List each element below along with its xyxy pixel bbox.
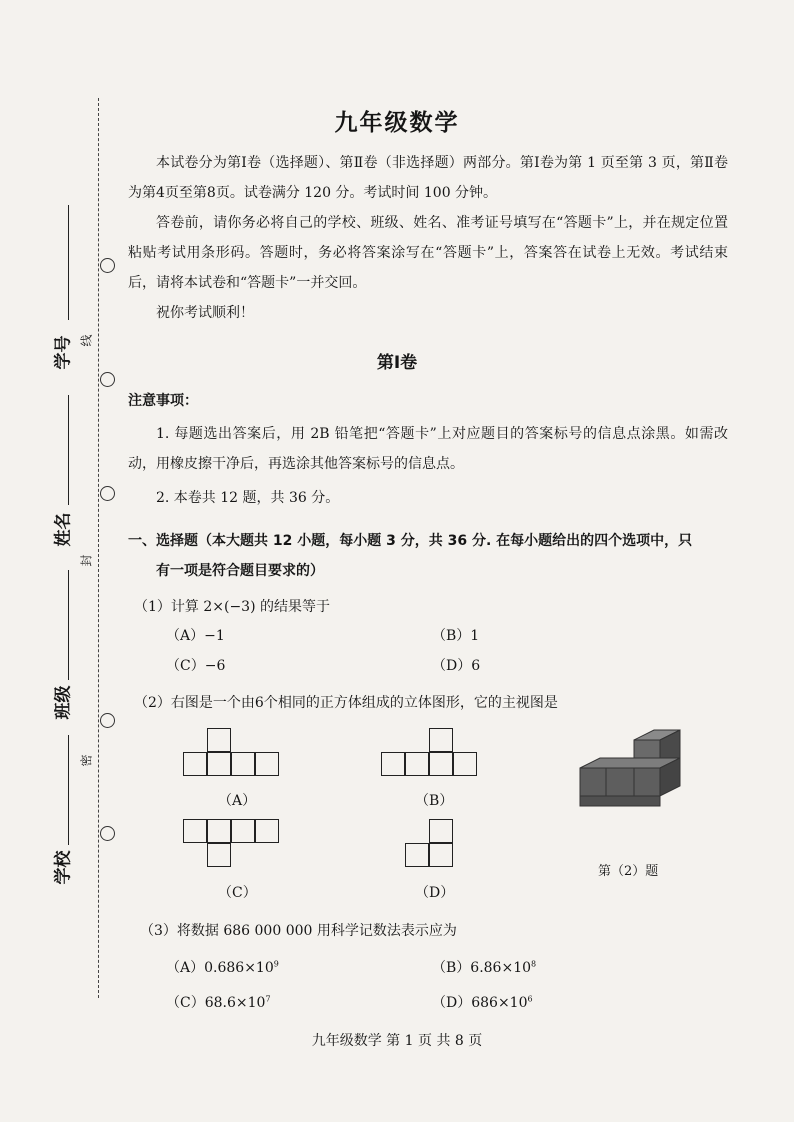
- section-title: 第Ⅰ卷: [376, 353, 418, 373]
- school-label: 学校: [53, 850, 74, 885]
- seal-line-char: 线: [79, 334, 94, 347]
- option-b: $(B)6.86\times 10^8$: [432, 959, 537, 976]
- figure-label-b: （B）: [415, 793, 454, 809]
- class-blank[interactable]: [68, 570, 69, 680]
- intro-paragraph: 答卷前，请你务必将自己的学校、班级、姓名、准考证号填写在“答题卡”上，并在规定位置粘贴考试用条形码。答题时，务必将答案涂写在“答题卡”上，答案答在试卷上无效。考试结束后，请将本试卷和“答题卡”一并交回。: [128, 215, 728, 291]
- option-d: （D）6: [432, 658, 481, 674]
- school-blank[interactable]: [68, 735, 69, 845]
- binding-hole: [100, 486, 115, 501]
- page-footer: 九年级数学 第 1 页 共 8 页: [311, 1033, 483, 1049]
- figure-label-c: （C）: [218, 885, 257, 901]
- part-heading: 有一项是符合题目要求的）: [156, 563, 324, 579]
- name-label: 姓名: [53, 512, 74, 547]
- good-luck-text: 祝你考试顺利！: [156, 305, 254, 321]
- seal-seal-char: 封: [79, 554, 94, 567]
- option-d: $(D)686\times 10^6$: [432, 994, 533, 1011]
- class-label: 班级: [53, 685, 74, 720]
- option-a: （A）−1: [166, 628, 225, 644]
- page-title: 九年级数学: [334, 110, 460, 136]
- option-c: $(C)68.6\times 10^7$: [166, 994, 271, 1011]
- binding-line: [98, 98, 99, 998]
- student-id-label: 学号: [53, 335, 74, 370]
- option-a: $(A)0.686\times 10^9$: [166, 959, 279, 976]
- binding-hole: [100, 258, 115, 273]
- seal-secret-char: 密: [79, 754, 94, 767]
- question-stem: （3）将数据 686 000 000 用科学记数法表示应为: [140, 923, 457, 939]
- figure-caption: 第（2）题: [598, 864, 659, 879]
- intro-paragraph: 本试卷分为第Ⅰ卷（选择题）、第Ⅱ卷（非选择题）两部分。第Ⅰ卷为第 1 页至第 3 页，第Ⅱ卷为第4页至第8页。试卷满分 120 分。考试时间 100 分钟。: [128, 155, 728, 201]
- binding-hole: [100, 713, 115, 728]
- binding-hole: [100, 826, 115, 841]
- notice-item: 1. 每题选出答案后，用 2B 铅笔把“答题卡”上对应题目的答案标号的信息点涂黑。如需改动，用橡皮擦干净后，再选涂其他答案标号的信息点。: [128, 426, 728, 472]
- binding-hole: [100, 372, 115, 387]
- notice-item: 2. 本卷共 12 题，共 36 分。: [156, 490, 340, 506]
- notice-heading: 注意事项：: [128, 393, 198, 409]
- option-b: （B）1: [432, 628, 480, 644]
- question-stem: （1）计算 2×(−3) 的结果等于: [134, 599, 331, 615]
- figure-label-d: （D）: [415, 885, 455, 901]
- figure-label-a: （A）: [218, 793, 257, 809]
- part-heading: 一、选择题（本大题共 12 小题，每小题 3 分，共 36 分. 在每小题给出的四个选项中，只: [128, 533, 693, 549]
- name-blank[interactable]: [68, 395, 69, 505]
- question-stem: （2）右图是一个由6个相同的正方体组成的立体图形，它的主视图是: [134, 695, 558, 711]
- option-c: （C）−6: [166, 658, 226, 674]
- cube-solid-figure: [572, 728, 702, 808]
- student-id-blank[interactable]: [68, 205, 69, 320]
